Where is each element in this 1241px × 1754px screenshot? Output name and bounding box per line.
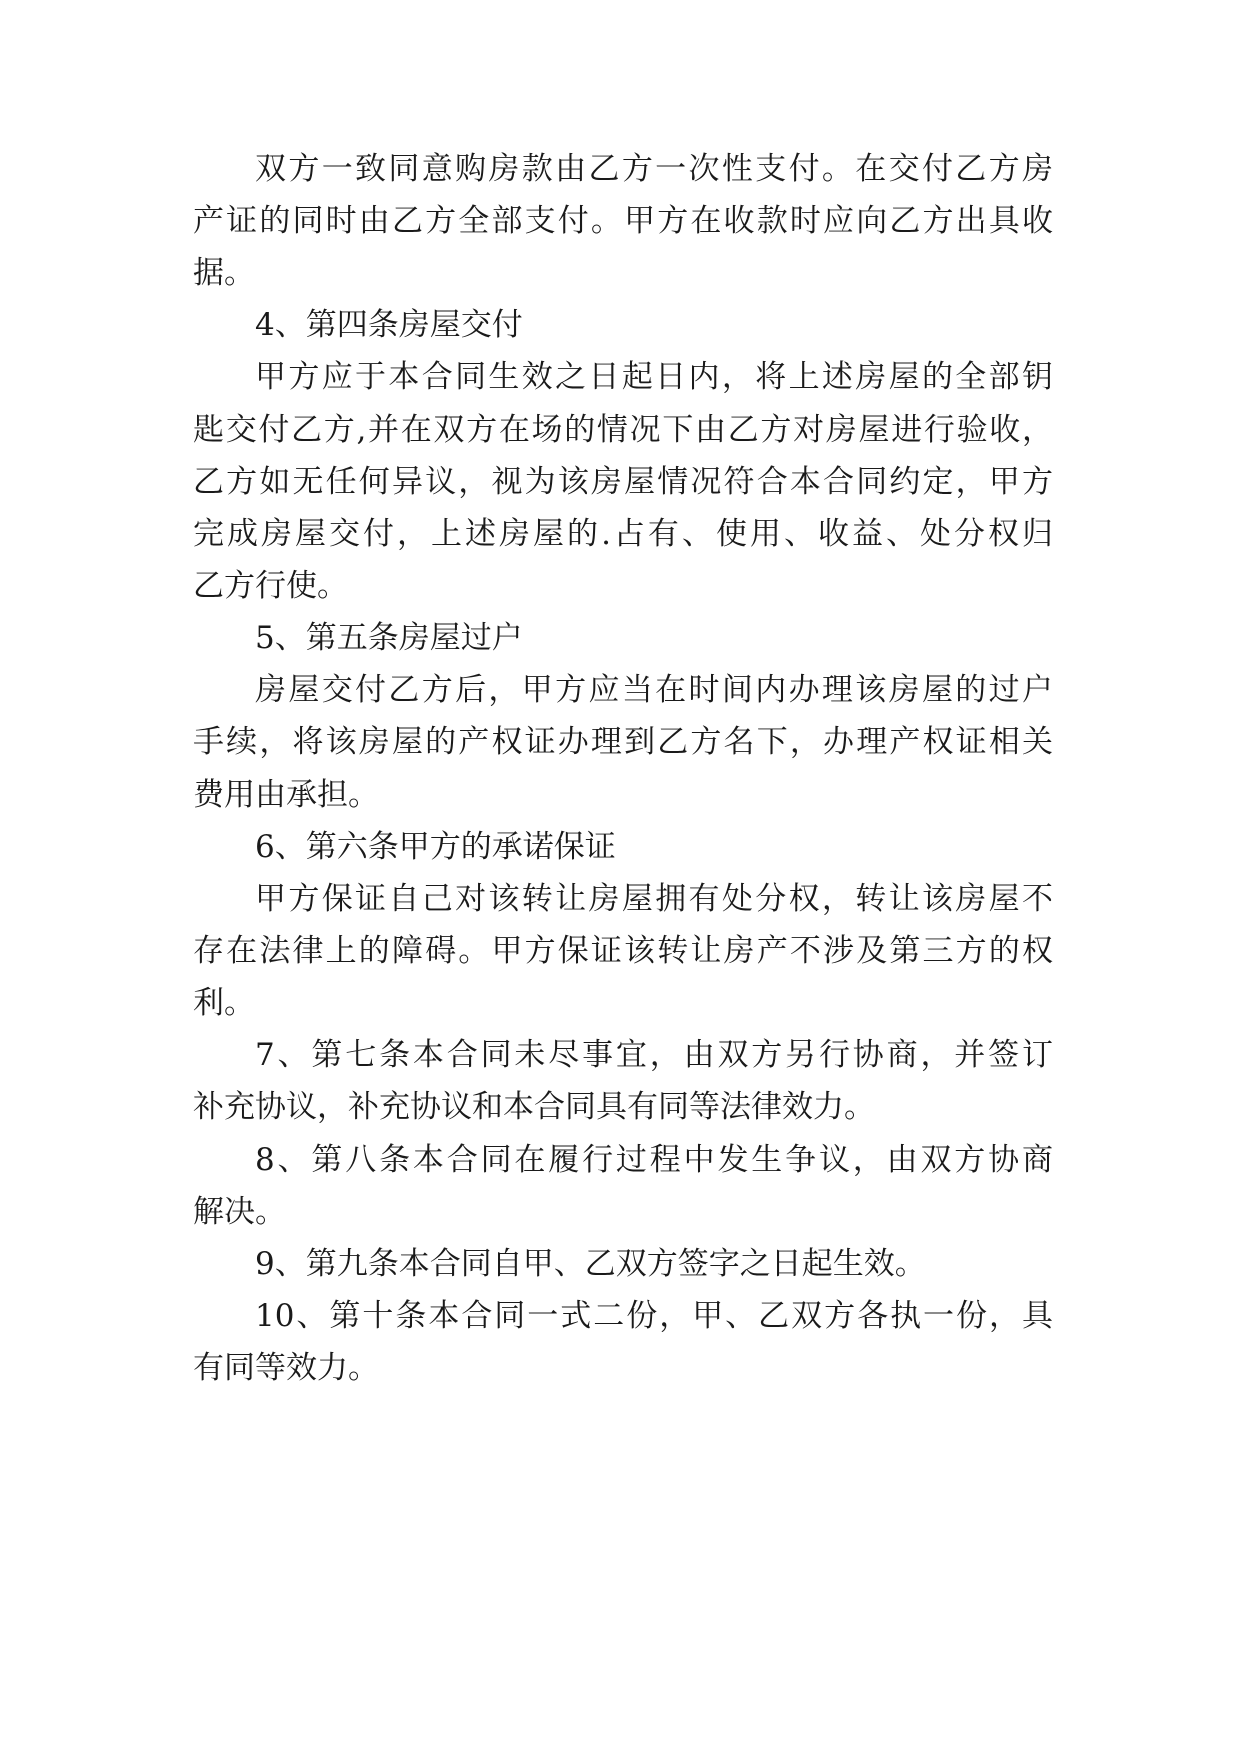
paragraph-line: 乙方如无任何异议，视为该房屋情况符合本合同约定，甲方 <box>193 464 1053 500</box>
paragraph-line: 据。 <box>193 255 255 291</box>
paragraph-line: 存在法律上的障碍。甲方保证该转让房产不涉及第三方的权 <box>193 933 1053 969</box>
paragraph-line: 双方一致同意购房款由乙方一次性支付。在交付乙方房 <box>255 151 1053 187</box>
paragraph-line: 甲方保证自己对该转让房屋拥有处分权，转让该房屋不 <box>255 881 1053 917</box>
paragraph-line: 解决。 <box>193 1194 286 1230</box>
paragraph-line: 7、第七条本合同未尽事宜，由双方另行协商，并签订 <box>255 1037 1053 1073</box>
section-heading: 6、第六条甲方的承诺保证 <box>255 829 616 865</box>
paragraph-line: 乙方行使。 <box>193 568 348 604</box>
paragraph-line: 利。 <box>193 985 255 1021</box>
paragraph-line: 补充协议，补充协议和本合同具有同等法律效力。 <box>193 1089 875 1125</box>
section-heading: 4、第四条房屋交付 <box>255 307 523 343</box>
paragraph-line: 8、第八条本合同在履行过程中发生争议，由双方协商 <box>255 1142 1053 1178</box>
paragraph-line: 甲方应于本合同生效之日起日内，将上述房屋的全部钥 <box>255 359 1053 395</box>
paragraph-line: 完成房屋交付，上述房屋的.占有、使用、收益、处分权归 <box>193 516 1053 552</box>
paragraph-line: 有同等效力。 <box>193 1350 379 1386</box>
paragraph-line: 10、第十条本合同一式二份，甲、乙双方各执一份，具 <box>255 1298 1053 1334</box>
paragraph-line: 费用由承担。 <box>193 777 379 813</box>
paragraph-line: 匙交付乙方,并在双方在场的情况下由乙方对房屋进行验收， <box>193 412 1053 448</box>
paragraph-line: 手续，将该房屋的产权证办理到乙方名下，办理产权证相关 <box>193 724 1053 760</box>
paragraph-line: 9、第九条本合同自甲、乙双方签字之日起生效。 <box>255 1246 926 1282</box>
paragraph-line: 房屋交付乙方后，甲方应当在时间内办理该房屋的过户 <box>255 672 1053 708</box>
section-heading: 5、第五条房屋过户 <box>255 620 523 656</box>
paragraph-line: 产证的同时由乙方全部支付。甲方在收款时应向乙方出具收 <box>193 203 1053 239</box>
